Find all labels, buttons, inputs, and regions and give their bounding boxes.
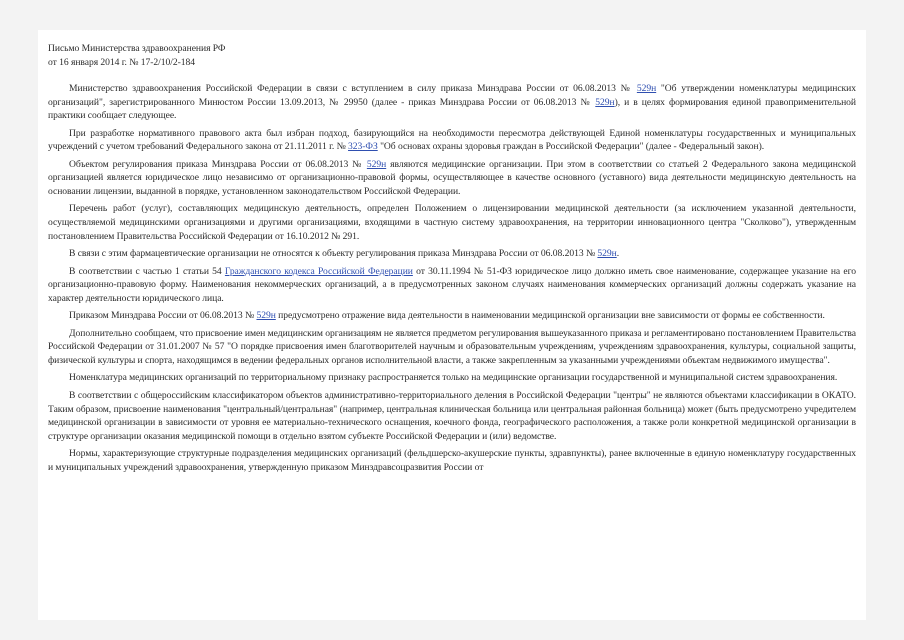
paragraph xyxy=(48,389,856,443)
paragraph-text: Перечень работ (услуг), составляющих медицинскую деятельность, определен Положением о лицензировании медицинской деятельности (за исключением указанной деятельности, осуществляемой медицинскими организациями и другими организациями, входящими в частную систему здравоохранения, на территории инновационного центра "Сколково"), утвержденным постановлением Правительства Российской Федерации от 16.10.2012 № 291. xyxy=(48,203,856,242)
paragraph-text: В связи с этим фармацевтические организации не относятся к объекту регулирования приказа Минздрава России от 06.08.2013 № xyxy=(69,248,598,260)
document-link[interactable]: 529н xyxy=(597,248,617,260)
document-title: Письмо Министерства здравоохранения РФ xyxy=(48,43,226,54)
document-link[interactable]: 529н xyxy=(636,83,657,95)
paragraph xyxy=(48,447,856,474)
paragraph-text: предусмотрено отражение вида деятельности в наименовании медицинской организации вне зависимости от формы ее собственности. xyxy=(275,310,825,322)
paragraph-text: . xyxy=(616,248,620,260)
paragraph xyxy=(48,309,856,323)
paragraph xyxy=(48,202,856,243)
paragraph-text: В соответствии с общероссийским классификатором объектов административно-территориального деления в Российской Федерации "центры" не являются объектами классификации в ОКАТО. Таким образом, присвоение наименования "центральный/центральная" (например, центральная клиническая больница или центральная районная больница) может (быть предусмотрено учредителем медицинской организации в зависимости от уровня ее материально-технического оснащения, коечного фонда, географического расположения, а также роли конкретной медицинской организации в структуре организации оказания медицинской помощи в отдельно взятом субъекте Российской Федерации и (или) ведомстве. xyxy=(48,390,856,442)
document-link[interactable]: 529н xyxy=(366,158,387,170)
paragraph xyxy=(48,127,856,154)
document-page xyxy=(38,30,866,620)
document-link[interactable]: 323-ФЗ xyxy=(348,141,378,153)
document-link[interactable]: 529н xyxy=(256,310,276,322)
document-link[interactable]: 529н xyxy=(595,96,615,108)
paragraph-text: ), и в целях формирования единой правоприменительной практики сообщает следующее. xyxy=(48,96,856,122)
paragraph xyxy=(48,82,856,123)
paragraph-text: "Об основах охраны здоровья граждан в Российской Федерации" (далее - Федеральный закон). xyxy=(377,141,765,153)
paragraph xyxy=(48,371,856,385)
paragraph-text: Объектом регулирования приказа Минздрава России от 06.08.2013 № xyxy=(69,158,367,170)
paragraph-text: "Об утверждении номенклатуры медицинских организаций", зарегистрированного Минюстом России 13.09.2013, № 29950 (далее - приказ Минздрава России от 06.08.2013 № xyxy=(48,83,856,108)
document-date-number: от 16 января 2014 г. № 17-2/10/2-184 xyxy=(48,56,195,68)
document-body xyxy=(48,82,856,474)
paragraph-text: При разработке нормативного правового акта был избран подход, базирующийся на необходимости пересмотра действующей Единой номенклатуры государственных и муниципальных учреждений с учетом требований Федерального закона от 21.11.2011 г. № xyxy=(48,127,856,153)
paragraph xyxy=(48,265,856,306)
paragraph-text: от 30.11.1994 № 51-ФЗ юридическое лицо должно иметь свое наименование, содержащее указание на его организационно-правовую форму. Наименования некоммерческих организаций, а в предусмотренных законом случаях наименования коммерческих организаций должны содержать указание на характер деятельности юридического лица. xyxy=(48,265,856,304)
paragraph-text: Дополнительно сообщаем, что присвоение имен медицинским организациям не является предметом регулирования вышеуказанного приказа и регламентировано постановлением Правительства Российской Федерации от 31.01.2007 № 57 "О порядке присвоения имен благотворителей научным и образовательным учреждениям, учреждениям здравоохранения, культуры, социальной защиты, физической культуры и спорта, находящимся в ведении федеральных органов исполнительной власти, а также закрепленным за указанными учреждениями объектам недвижимого имущества". xyxy=(48,327,856,366)
paragraph-text: Номенклатура медицинских организаций по территориальному признаку распространяется только на медицинские организации государственной и муниципальной систем здравоохранения. xyxy=(69,372,838,384)
paragraph-text: Министерство здравоохранения Российской Федерации в связи с вступлением в силу приказа Минздрава России от 06.08.2013 № xyxy=(69,83,637,95)
paragraph-text: Приказом Минздрава России от 06.08.2013 № xyxy=(69,310,257,322)
paragraph-text: Нормы, характеризующие структурные подразделения медицинских организаций (фельдшерско-акушерские пункты, здравпункты), ранее включенные в единую номенклатуру государственных и муниципальных учреждений здравоохранения, утвержденную приказом Минздравсоцразвития России от xyxy=(48,448,856,473)
paragraph xyxy=(48,158,856,199)
document-content xyxy=(48,42,856,478)
paragraph-text: являются медицинские организации. При этом в соответствии со статьей 2 Федерального закона медицинской организацией является юридическое лицо независимо от организационно-правовой формы, осуществляющее в качестве основного (уставного) вида деятельности медицинскую деятельность на основании лицензии, выданной в порядке, установленном законодательством Российской Федерации. xyxy=(48,158,856,197)
paragraph xyxy=(48,247,856,261)
paragraph-text: В соответствии с частью 1 статьи 54 xyxy=(69,265,225,277)
paragraph xyxy=(48,327,856,368)
document-link[interactable]: Гражданского кодекса Российской Федерации xyxy=(224,265,413,277)
